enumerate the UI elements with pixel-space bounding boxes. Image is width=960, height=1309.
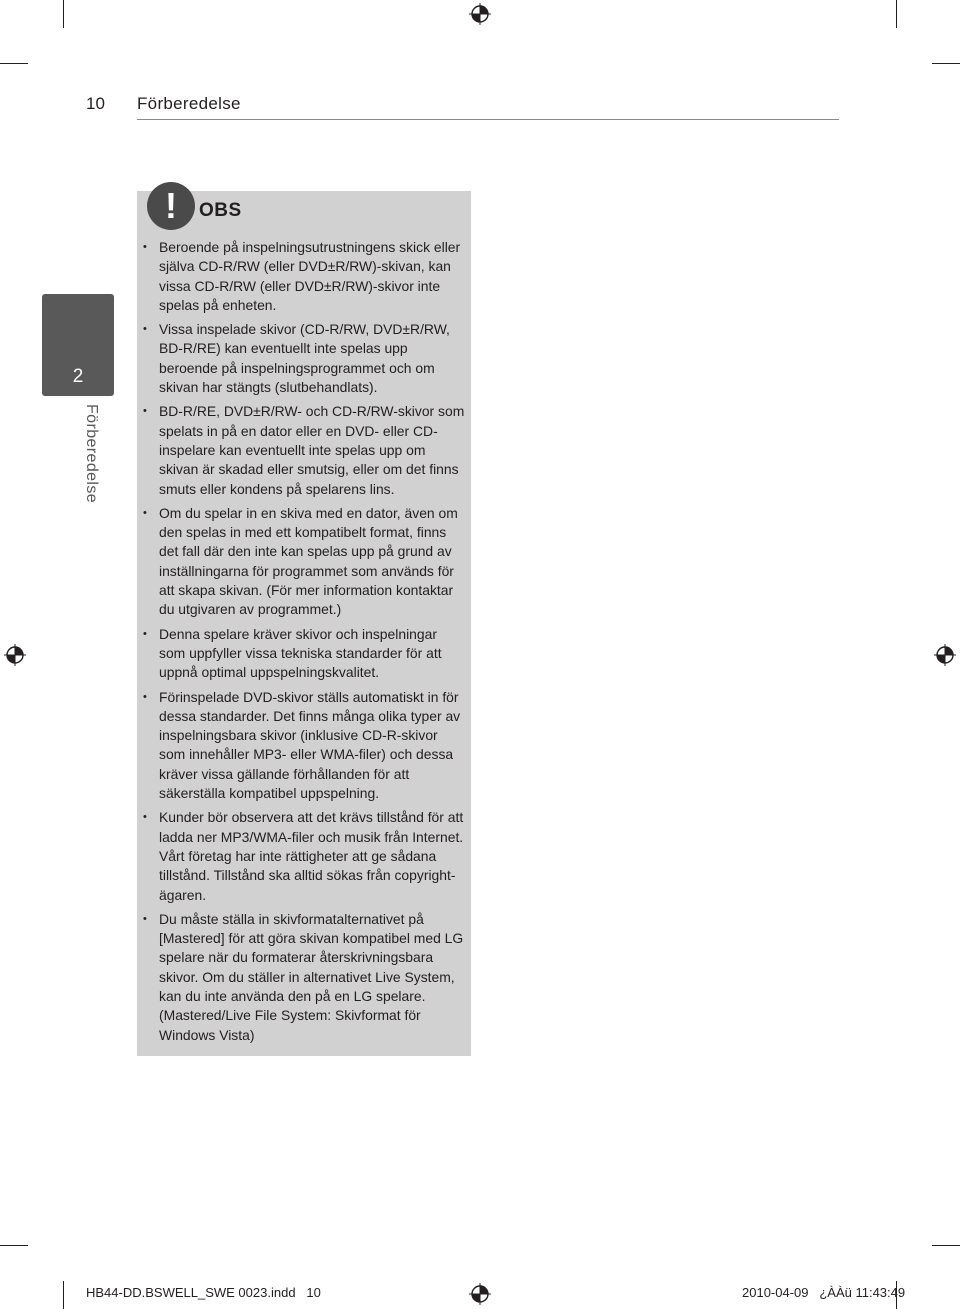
- crop-mark-top-left-horizontal: [0, 63, 28, 64]
- list-item: • Förinspelade DVD-skivor ställs automatiskt in för dessa standarder. Det finns många olika typer av inspelningsbara skivor (inklusive CD-R-skivor som innehåller MP3- eller WMA-filer) och dessa kräver vissa gällande förhållanden för att säkerställa kompatibel uppspelning.: [143, 688, 467, 804]
- list-item: • Denna spelare kräver skivor och inspelningar som uppfyller vissa tekniska standarder för att uppnå optimal uppspelningskvalitet.: [143, 625, 467, 683]
- crop-mark-bottom-left-horizontal: [0, 1245, 28, 1246]
- list-item: • Om du spelar in en skiva med en dator, även om den spelas in med ett kompatibelt format, finns det fall där den inte kan spelas upp på grund av inställningarna för programmet som används för att skapa skivan. (För mer information kontaktar du utgivaren av programmet.): [143, 504, 467, 620]
- crop-mark-top-left-vertical: [63, 0, 64, 28]
- section-title: Förberedelse: [137, 94, 241, 113]
- chapter-number: 2: [72, 366, 84, 387]
- crop-mark-top-right-horizontal: [932, 63, 960, 64]
- note-title: OBS: [199, 200, 242, 221]
- list-item: • Beroende på inspelningsutrustningens skick eller själva CD-R/RW (eller DVD±R/RW)-skivan, kan vissa CD-R/RW (eller DVD±R/RW)-skivor inte spelas på enheten.: [143, 238, 467, 315]
- header-divider: [137, 119, 839, 120]
- registration-mark-icon: [4, 644, 26, 666]
- crop-mark-bottom-right-horizontal: [932, 1245, 960, 1246]
- list-item: • Du måste ställa in skivformatalternativet på [Mastered] för att göra skivan kompatibel med LG spelare när du formaterar återskrivningsbara skivor. Om du ställer in alternativet Live System, kan du inte använda den på en LG spelare. (Mastered/Live File System: Skivformat för Windows Vista): [143, 910, 467, 1045]
- footer-timestamp: 2010-04-09 ¿ÀÀü 11:43:49: [742, 1285, 906, 1300]
- registration-mark-icon: [469, 1283, 491, 1305]
- chapter-tab: [42, 294, 114, 396]
- list-item: • Vissa inspelade skivor (CD-R/RW, DVD±R/RW, BD-R/RE) kan eventuellt inte spelas upp beroende på inspelningsprogrammet och om skivan har stängts (slutbehandlats).: [143, 320, 467, 397]
- crop-mark-bottom-left-vertical: [63, 1281, 64, 1309]
- page-number: 10: [86, 94, 105, 113]
- footer-filename: HB44-DD.BSWELL_SWE 0023.indd 10: [86, 1285, 321, 1300]
- crop-mark-top-right-vertical: [896, 0, 897, 28]
- note-list: [143, 238, 467, 1050]
- list-item: • BD-R/RE, DVD±R/RW- och CD-R/RW-skivor som spelats in på en dator eller en DVD- eller CD-inspelare kan eventuellt inte spelas upp om skivan är skadad eller smutsig, eller om det finns smuts eller kondens på spelarens lins.: [143, 402, 467, 498]
- registration-mark-icon: [934, 644, 956, 666]
- chapter-label: Förberedelse: [83, 404, 100, 504]
- exclamation-icon: !: [147, 182, 195, 230]
- list-item: • Kunder bör observera att det krävs tillstånd för att ladda ner MP3/WMA-filer och musik från Internet. Vårt företag har inte rättigheter att ge sådana tillstånd. Tillstånd ska alltid sökas från copyright-ägaren.: [143, 808, 467, 904]
- registration-mark-icon: [469, 3, 491, 25]
